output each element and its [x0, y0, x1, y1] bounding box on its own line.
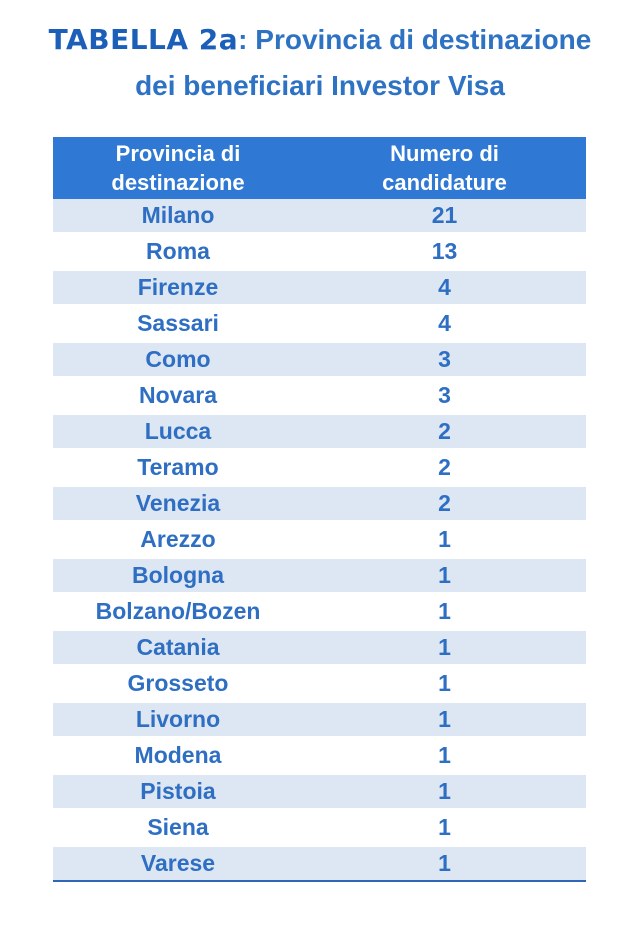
header-provincia	[53, 137, 303, 199]
table-row	[53, 631, 586, 667]
cell-provincia: Catania	[53, 631, 303, 667]
cell-provincia: Teramo	[53, 451, 303, 487]
table-row	[53, 847, 586, 882]
cell-provincia: Bologna	[53, 559, 303, 595]
cell-numero: 3	[303, 343, 586, 379]
cell-provincia: Grosseto	[53, 667, 303, 703]
cell-provincia: Bolzano/Bozen	[53, 595, 303, 631]
header-numero-line-1: Numero di	[390, 141, 499, 166]
title-text-1: : Provincia di destinazione	[238, 24, 592, 55]
cell-provincia: Lucca	[53, 415, 303, 451]
table-row	[53, 667, 586, 703]
cell-numero: 2	[303, 451, 586, 487]
cell-provincia: Modena	[53, 739, 303, 775]
cell-provincia: Venezia	[53, 487, 303, 523]
table-row	[53, 271, 586, 307]
table-row	[53, 307, 586, 343]
cell-provincia: Roma	[53, 235, 303, 271]
cell-provincia: Novara	[53, 379, 303, 415]
cell-provincia: Arezzo	[53, 523, 303, 559]
cell-numero: 1	[303, 703, 586, 739]
cell-provincia: Sassari	[53, 307, 303, 343]
cell-numero: 1	[303, 595, 586, 631]
cell-provincia: Siena	[53, 811, 303, 847]
table-row	[53, 523, 586, 559]
cell-numero: 13	[303, 235, 586, 271]
table-row	[53, 487, 586, 523]
cell-provincia: Firenze	[53, 271, 303, 307]
table-row	[53, 343, 586, 379]
cell-provincia: Pistoia	[53, 775, 303, 811]
cell-provincia: Como	[53, 343, 303, 379]
cell-numero: 1	[303, 523, 586, 559]
table-row	[53, 451, 586, 487]
table-row	[53, 739, 586, 775]
cell-numero: 1	[303, 775, 586, 811]
cell-provincia: Livorno	[53, 703, 303, 739]
table-row	[53, 235, 586, 271]
table-row	[53, 811, 586, 847]
cell-provincia: Varese	[53, 847, 303, 882]
cell-numero: 4	[303, 271, 586, 307]
cell-numero: 3	[303, 379, 586, 415]
cell-numero: 4	[303, 307, 586, 343]
table-body	[53, 199, 586, 882]
header-numero	[303, 137, 586, 199]
title-line-1	[0, 22, 640, 58]
cell-numero: 2	[303, 415, 586, 451]
cell-numero: 1	[303, 559, 586, 595]
cell-numero: 1	[303, 739, 586, 775]
cell-numero: 1	[303, 667, 586, 703]
table-row	[53, 379, 586, 415]
cell-provincia: Milano	[53, 199, 303, 235]
table-row	[53, 703, 586, 739]
header-provincia-line-1: Provincia di	[115, 141, 241, 166]
header-provincia-line-2: destinazione	[111, 170, 245, 195]
cell-numero: 1	[303, 847, 586, 882]
table-row	[53, 559, 586, 595]
table-row	[53, 199, 586, 235]
cell-numero: 21	[303, 199, 586, 235]
header-numero-line-2: candidature	[382, 170, 507, 195]
title-line-2: dei beneficiari Investor Visa	[135, 70, 505, 101]
table-title	[0, 22, 640, 104]
table-row	[53, 595, 586, 631]
table-row	[53, 415, 586, 451]
investor-visa-table	[53, 137, 586, 882]
table-row	[53, 775, 586, 811]
cell-numero: 1	[303, 811, 586, 847]
cell-numero: 1	[303, 631, 586, 667]
table-number: TABELLA 2a	[48, 23, 239, 56]
table-header-row	[53, 137, 586, 199]
cell-numero: 2	[303, 487, 586, 523]
